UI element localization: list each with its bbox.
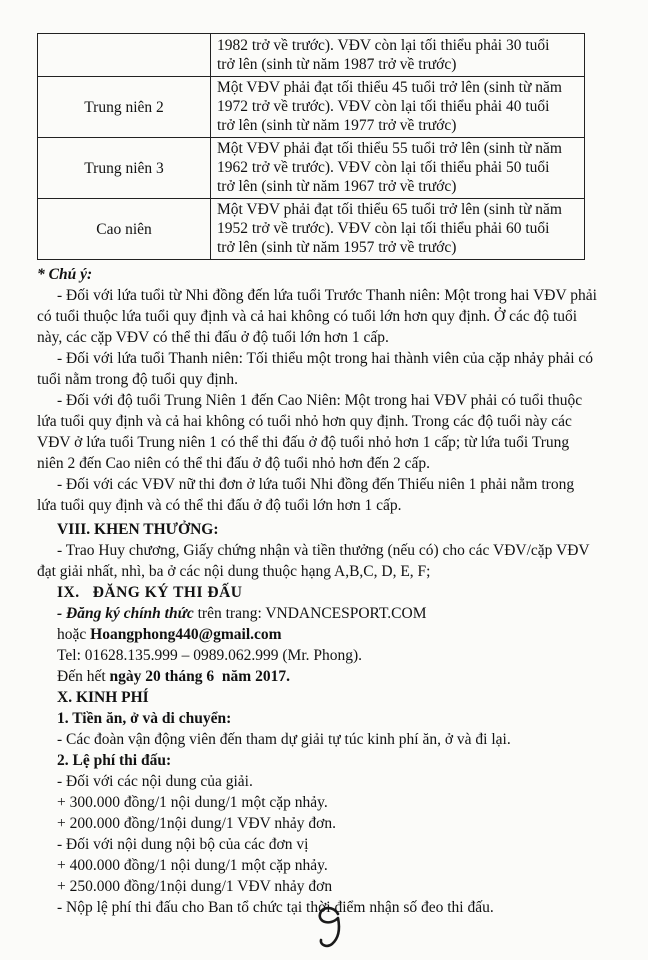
document-body	[37, 264, 597, 918]
category-cell: Cao niên	[38, 199, 211, 260]
requirement-cell	[211, 199, 585, 260]
requirement-line: Một VĐV phải đạt tối thiểu 65 tuổi trở lên (sinh từ năm	[217, 201, 562, 218]
requirement-line: Một VĐV phải đạt tối thiểu 45 tuổi trở lên (sinh từ năm	[217, 79, 562, 96]
accommodation-text: - Các đoàn vận động viên đến tham dự giải tự túc kinh phí ăn, ở và đi lại.	[57, 731, 511, 748]
fee-line: - Đối với nội dung nội bộ của các đơn vị	[57, 836, 309, 853]
awards-paragraph: - Trao Huy chương, Giấy chứng nhận và tiền thưởng (nếu có) cho các VĐV/cặp VĐV đạt giải nhất, nhì, ba ở các nội dung thuộc hạng A,B,C, D, E, F;	[37, 542, 590, 580]
note-paragraph: - Đối với lứa tuổi từ Nhi đồng đến lứa tuổi Trước Thanh niên: Một trong hai VĐV phải có tuổi thuộc lứa tuổi quy định và cả hai không có tuổi lớn hơn quy định. Ở các độ tuổi này, các cặp VĐV có thể thi đấu ở độ tuổi lớn hơn 1 cấp.	[37, 287, 597, 346]
note-paragraph: - Đối với lứa tuổi Thanh niên: Tối thiểu một trong hai thành viên của cặp nhảy phải có tuổi nằm trong độ tuổi quy định.	[37, 350, 594, 388]
note-paragraph: - Đối với các VĐV nữ thi đơn ở lứa tuổi Nhi đồng đến Thiếu niên 1 phải nằm trong lứa tuổi quy định và có thể thi đấu ở độ tuổi lớn hơn 1 cấp.	[37, 476, 575, 514]
note-heading: * Chú ý:	[37, 266, 93, 283]
email-prefix: hoặc	[57, 626, 91, 643]
age-category-table	[37, 33, 585, 260]
category-cell: Trung niên 2	[38, 77, 211, 138]
fee-line: + 400.000 đồng/1 nội dung/1 một cặp nhảy.	[57, 857, 328, 874]
requirement-line: trở lên (sinh từ năm 1977 trở về trước)	[217, 117, 457, 134]
fee-line: + 200.000 đồng/1nội dung/1 VĐV nhảy đơn.	[57, 815, 337, 832]
requirement-cell	[211, 34, 585, 77]
table-row	[38, 138, 585, 199]
requirement-cell	[211, 138, 585, 199]
subheading-accommodation: 1. Tiền ăn, ở và di chuyển:	[57, 710, 232, 727]
email-line	[37, 624, 597, 645]
deadline-line	[37, 666, 597, 687]
fee-line: - Nộp lệ phí thi đấu cho Ban tổ chức tại thời điểm nhận số đeo thi đấu.	[57, 899, 494, 916]
requirement-cell	[211, 77, 585, 138]
note-paragraph: - Đối với độ tuổi Trung Niên 1 đến Cao Niên: Một trong hai VĐV phải có tuổi thuộc lứa tuổi quy định và cả hai không có tuổi nhỏ hơn quy định. Trong các độ tuổi này các VĐV ở lứa tuổi Trung niên 1 có thể thi đấu ở độ tuổi nhỏ hơn 1 cấp; từ lứa tuổi Trung niên 2 đến Cao niên có thể thi đấu ở độ tuổi nhỏ hơn đến 2 cấp.	[37, 392, 583, 472]
requirement-line: trở lên (sinh từ năm 1967 trở về trước)	[217, 178, 457, 195]
subheading-fees: 2. Lệ phí thi đấu:	[57, 752, 172, 769]
requirement-line: 1982 trở về trước). VĐV còn lại tối thiểu phải 30 tuổi	[217, 36, 550, 54]
requirement-line: Một VĐV phải đạt tối thiểu 55 tuổi trở lên (sinh từ năm	[217, 140, 562, 157]
requirement-line: 1972 trở về trước). VĐV còn lại tối thiểu phải 40 tuổi	[217, 98, 550, 115]
registration-website: trên trang: VNDANCESPORT.COM	[193, 605, 427, 622]
table-row	[38, 34, 585, 77]
section-heading-registration: IX. ĐĂNG KÝ THI ĐẤU	[57, 584, 243, 601]
category-cell: Trung niên 3	[38, 138, 211, 199]
registration-label: - Đăng ký chính thức	[57, 605, 194, 622]
fee-line: + 300.000 đồng/1 nội dung/1 một cặp nhảy.	[57, 794, 328, 811]
section-heading-awards: VIII. KHEN THƯỞNG:	[57, 521, 219, 538]
requirement-line: trở lên (sinh từ năm 1987 trở về trước)	[217, 55, 457, 73]
fee-line: + 250.000 đồng/1nội dung/1 VĐV nhảy đơn	[57, 878, 333, 895]
fee-line: - Đối với các nội dung của giải.	[57, 773, 253, 790]
handwritten-page-number	[312, 900, 352, 950]
phone-line: Tel: 01628.135.999 – 0989.062.999 (Mr. Phong).	[57, 647, 363, 664]
table-row	[38, 199, 585, 260]
email-address: Hoangphong440@gmail.com	[90, 626, 282, 643]
requirement-line: trở lên (sinh từ năm 1957 trở về trước)	[217, 239, 457, 256]
requirement-line: 1962 trở về trước). VĐV còn lại tối thiểu phải 50 tuổi	[217, 159, 550, 176]
section-heading-costs: X. KINH PHÍ	[57, 689, 149, 706]
registration-line	[37, 603, 597, 624]
deadline-date: ngày 20 tháng 6 năm 2017.	[109, 668, 290, 685]
deadline-prefix: Đến hết	[57, 668, 110, 685]
category-cell	[38, 34, 211, 77]
table-row	[38, 77, 585, 138]
requirement-line: 1952 trở về trước). VĐV còn lại tối thiểu phải 60 tuổi	[217, 220, 550, 237]
